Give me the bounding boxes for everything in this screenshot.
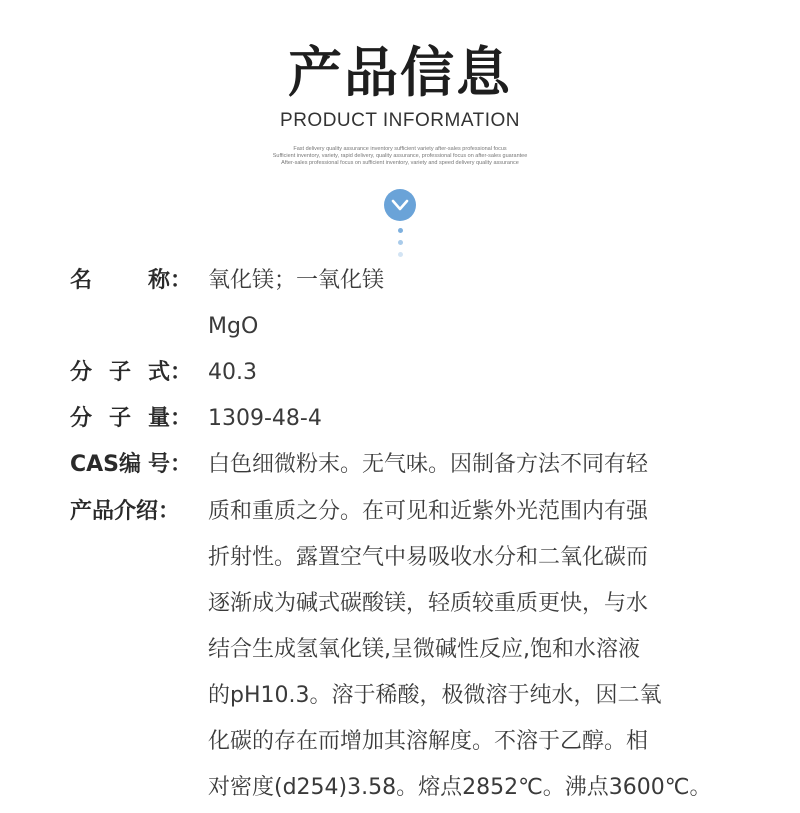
intro-line: 的pH10.3。溶于稀酸，极微溶于纯水，因二氧 bbox=[208, 683, 662, 708]
tagline-line-1: Fast delivery quality assurance inventory sufficient variety after-sales professional focus bbox=[293, 146, 507, 152]
field-row-cas bbox=[0, 450, 800, 490]
field-value-cas: 白色细微粉末。无气味。因制备方法不同有轻 bbox=[208, 452, 649, 477]
field-label-intro: 产品介绍： bbox=[70, 499, 181, 524]
intro-line: 质和重质之分。在可见和近紫外光范围内有强 bbox=[208, 499, 649, 524]
intro-line: 化碳的存在而增加其溶解度。不溶于乙醇。相 bbox=[208, 729, 649, 754]
field-row-molecular-formula bbox=[0, 358, 800, 398]
intro-line: 对密度(d254)3.58。熔点2852℃。沸点3600℃。 bbox=[208, 775, 712, 800]
field-label-molecular-formula: 分 子 式 ： bbox=[70, 360, 193, 385]
field-row-molecular-weight bbox=[0, 404, 800, 444]
intro-line: 逐渐成为碱式碳酸镁，轻质较重质更快，与水 bbox=[208, 591, 649, 616]
divider-dot-1 bbox=[398, 228, 403, 233]
page-subtitle: PRODUCT INFORMATION bbox=[280, 110, 520, 131]
field-label-molecular-weight: 分 子 量 ： bbox=[70, 406, 193, 431]
divider-dot-3 bbox=[398, 252, 403, 257]
tagline-line-3: After-sales professional focus on sufficient inventory, variety and speed delivery quality assurance bbox=[281, 160, 519, 166]
page-title: 产品信息 bbox=[288, 41, 512, 104]
field-value-molecular-weight: 1309-48-4 bbox=[208, 406, 322, 431]
field-label-cas: CAS编 号 ： bbox=[70, 452, 193, 477]
intro-line: 结合生成氢氧化镁,呈微碱性反应,饱和水溶液 bbox=[208, 637, 640, 662]
intro-text bbox=[208, 489, 768, 811]
field-value-formula: MgO bbox=[208, 314, 259, 339]
intro-line: 折射性。露置空气中易吸收水分和二氧化碳而 bbox=[208, 545, 649, 570]
field-label-name: 名 称 ： bbox=[70, 268, 193, 293]
field-row-formula bbox=[0, 312, 800, 352]
tagline-line-2: Sufficient inventory, variety, rapid delivery, quality assurance, professional focus on after-sales guarantee bbox=[272, 153, 528, 159]
chevron-down-icon bbox=[384, 189, 416, 221]
field-value-molecular-formula: 40.3 bbox=[208, 360, 257, 385]
field-row-name bbox=[0, 266, 800, 306]
divider-dot-2 bbox=[398, 240, 403, 245]
field-value-name: 氧化镁；一氧化镁 bbox=[208, 268, 385, 293]
